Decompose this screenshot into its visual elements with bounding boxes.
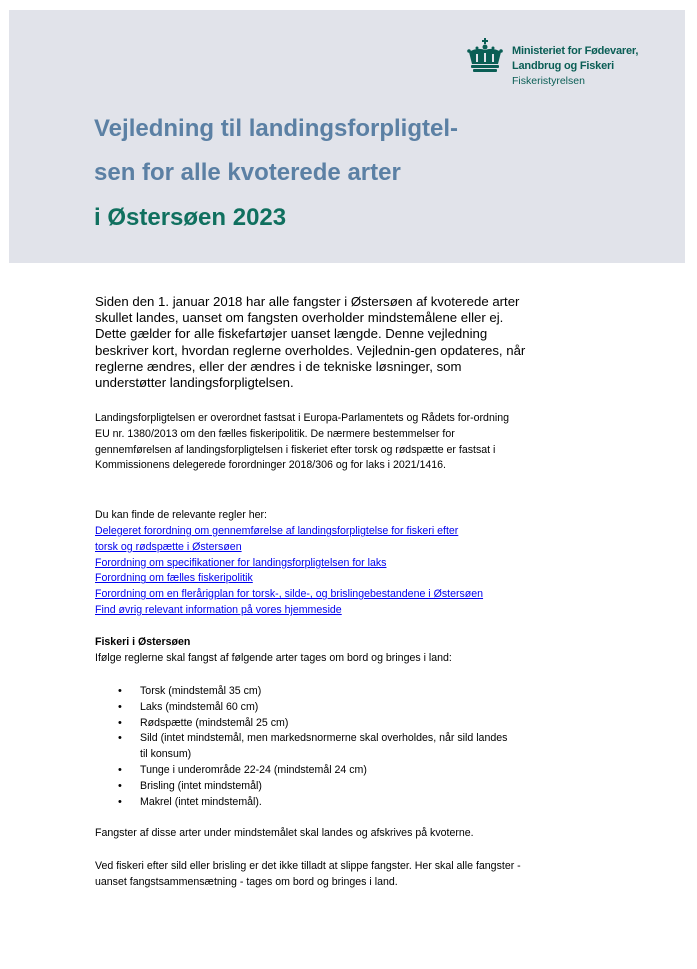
link-delegated-regulation[interactable] [95,524,483,556]
link-line[interactable]: torsk og rødspætte i Østersøen [95,540,242,553]
link-item [95,556,483,572]
page-title-line1: Vejledning til landingsforpligtel- [94,115,459,142]
list-item: • Makrel (intet mindstemål). [118,795,508,811]
list-item: • Torsk (mindstemål 35 cm) [118,684,508,700]
ministry-logo [465,38,665,88]
page-title-line2: sen for alle kvoterede arter [94,159,401,186]
list-item: • Rødspætte (mindstemål 25 cm) [118,716,508,732]
logo-agency-name: Fiskeristyrelsen [512,75,585,87]
section-heading: Fiskeri i Østersøen [95,636,191,648]
logo-ministry-name-line1: Ministeriet for Fødevarer, [512,45,639,57]
list-item: • Laks (mindstemål 60 cm) [118,700,508,716]
link-multiannual-plan[interactable]: Forordning om en flerårigplan for torsk-, silde-, og brislingebestandene i Østersøen [95,588,484,601]
intro-paragraph: Siden den 1. januar 2018 har alle fangster i Østersøen af kvoterede arter skullet landes, uanset om fangsten overholder mindstemålene eller ej. Dette gælder for alle fiskefartøjer uanset længde. Denne vejledning beskriver kort, hvordan reglerne overholdes. Vejlednin-gen opdateres, når reglerne ændres, eller der ændres i de tekniske løsninger, som understøtter landingsforpligtelsen. [95,294,526,391]
page-title-line3: i Østersøen 2023 [94,204,287,231]
link-item [95,587,483,603]
crown-icon [465,38,505,74]
link-line[interactable]: Delegeret forordning om gennemførelse af landingsforpligtelse for fiskeri efter [95,525,459,537]
logo-ministry-name-line2: Landbrug og Fiskeri [512,60,614,72]
section-intro: Ifølge reglerne skal fangst af følgende arter tages om bord og bringes i land: [95,652,452,664]
list-item: • Sild (intet mindstemål, men markedsnormerne skal overholdes, når sild landes til konsum) [118,731,508,763]
undersize-paragraph: Fangster af disse arter under mindstemålet skal landes og afskrives på kvoterne. [95,827,474,839]
link-salmon-specifications[interactable]: Forordning om specifikationer for landingsforpligtelsen for laks [95,556,387,569]
link-website[interactable]: Find øvrig relevant information på vores hjemmeside [95,603,342,616]
link-item [95,571,483,587]
link-item [95,524,483,556]
rules-intro: Du kan finde de relevante regler her: [95,509,267,521]
herring-paragraph: Ved fiskeri efter sild eller brisling er det ikke tilladt at slippe fangster. Her skal alle fangster - uanset fangstsammensætning - tages om bord og bringes i land. [95,860,521,888]
rules-link-list [95,524,483,619]
legal-basis-paragraph: Landingsforpligtelsen er overordnet fastsat i Europa-Parlamentets og Rådets for-ordning EU nr. 1380/2013 om den fælles fiskeripolitik. De nærmere bestemmelser for gennemførelsen af landingsforpligtelsen i fiskeriet efter torsk og rødspætte er fastsat i Kommissionens delegerede forordninger 2018/306 og for laks i 2021/1416. [95,412,509,472]
link-item [95,603,483,619]
link-common-fisheries-policy[interactable]: Forordning om fælles fiskeripolitik [95,572,253,585]
list-item: • Tunge i underområde 22-24 (mindstemål 24 cm) [118,763,508,779]
species-list [118,684,508,810]
list-item: • Brisling (intet mindstemål) [118,779,508,795]
